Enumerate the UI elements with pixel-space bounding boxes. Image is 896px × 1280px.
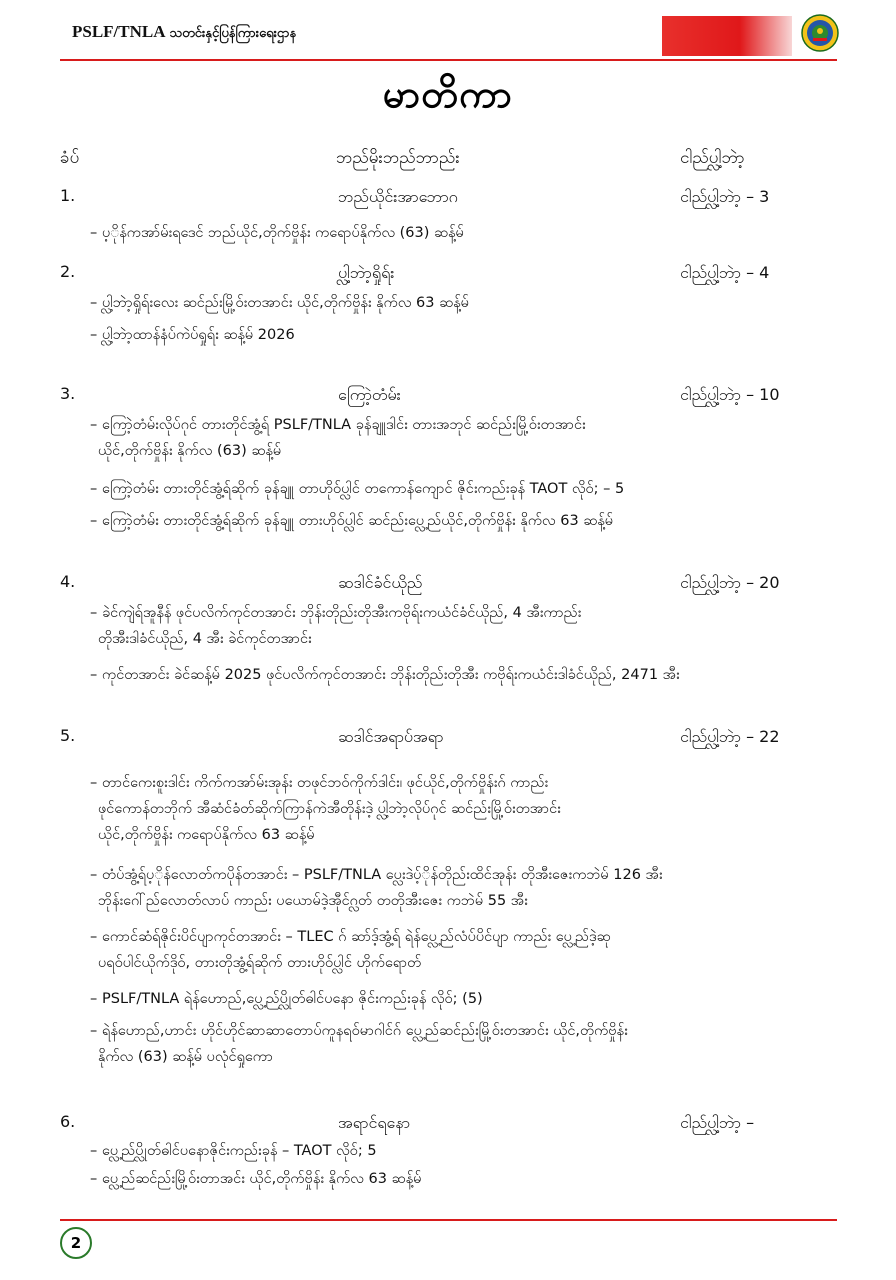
list-item: – ပ္လေ့ည်ဆင်ည်းမြို့ဝ်းတာအင်း ယိုင်,တိုက်ဗှိုန်း နိုက်လ 63 ဆန့်မ် bbox=[90, 1171, 422, 1187]
list-item: – ကောင်ဆံရ်ဇိုင်းပိင်ပျာကုင်တအာင်း – TLEC ဂ် ဆာ်ဒ့်အွံ့ရ် ရဲန်ပ္လေ့ည်လံပ်ပိင်ပျာ ကာည်း ပ္လေ့ည်ဒဲ့ဆု ပရဝ်ပါင်ယိုက်ဒိုဝ်, တားတိုအွံ့ရ်ဆိုက် တားဟိုဝ်ပ္လါင် ဟိုက်ရောတ် bbox=[90, 929, 611, 971]
section-number: 2. bbox=[60, 262, 76, 281]
section-number: 3. bbox=[60, 384, 76, 403]
list-item: – ပ္လေ့ည်ပ္လိုတ်ဓါင်ပနောဇိုင်းကည်းခုန် – TAOT လိုဝ်; 5 bbox=[90, 1143, 377, 1159]
list-item: – တာင်ကေးစူးဒါင်း ကိက်ကအာ်မ်းအုန်း တဖုင်ဘဝ်ကိုက်ဒါင်း၊ ဖုင်ယိုင်,တိုက်ဗှိုန်းဂ် ကာည်း ဖုင်ကောန်တဘိုက် အီဆံင်ခံတ်ဆိုက်ကြာန်ကဲအီတိုန်းဒဲ့ ပ္လါ့ဘဲာ့လိုပ်ဂုင် ဆင်ည်းမြို့ဝ်းတအာင်း ယိုင်,တိုက်ဗှိုန်း ကရောပ်နိုက်လ 63 ဆန့်မ် bbox=[90, 775, 561, 843]
section-title: ပ္လါ့ဘဲာ့ရှိုရ်း bbox=[338, 263, 395, 282]
section-title: ဘည်ယိုင်းအာဘောဂ bbox=[338, 187, 458, 206]
section-number: 6. bbox=[60, 1112, 76, 1131]
header-red-band bbox=[662, 16, 792, 56]
column-head-title: ဘည်မိုးဘည်ဘာည်း bbox=[336, 148, 460, 168]
page-number: 2 bbox=[60, 1227, 92, 1259]
list-item: – ပ့ိုန်ကအာ်မ်းရဒေင် ဘည်ယိုင်,တိုက်ဗှိုန်း ကရောပ်နိုက်လ (63) ဆန့်မ် bbox=[90, 225, 464, 241]
section-title: ဆဒါင်အရာပ်အရာ bbox=[338, 727, 444, 746]
list-item: – ရဲန်ဟောည်,ဟာင်း ဟိုင်ဟိုင်ဆာဆာတောပ်ကူနရဝ်မာဂါင်ဂ် ပ္လေ့ည်ဆင်ည်းမြို့ဝ်းတအာင်း ယိုင်,တိုက်ဗှိုန်း နိုက်လ (63) ဆန့်မ် ပလုံင်ရှုကော bbox=[90, 1023, 628, 1065]
list-item: – ကုင်တအာင်း ခဲင်ဆန့်မ် 2025 ဖုင်ပလိက်ကုင်တအာင်း ဘိုန်းတိုည်းတိုအီး ကဗိုရ်းကယံင်းဒါခံင်ယိုည်, 2471 အီး bbox=[90, 667, 680, 683]
section-page: ငါည်ပ္လါ့ဘဲာ့ – 10 bbox=[680, 385, 780, 404]
section-page: ငါည်ပ္လါ့ဘဲာ့ – bbox=[680, 1113, 755, 1132]
brand-title bbox=[72, 22, 296, 44]
list-item: – ခဲင်ကျဲရ်အူနီန် ဖုင်ပလိက်ကုင်တအာင်း ဘိုန်းတိုည်းတိုအီးကဗိုရ်းကယံင်ခံင်ယိုည်, 4 အီးကာည်း တိုအီးဒါခံင်ယိုည်, 4 အီး ခဲင်ကုင်တအာင်း bbox=[90, 605, 582, 647]
section-page: ငါည်ပ္လါ့ဘဲာ့ – 3 bbox=[680, 187, 770, 206]
section-title: အရာင်ရနော bbox=[338, 1113, 411, 1132]
page-header bbox=[0, 0, 896, 62]
section-number: 4. bbox=[60, 572, 76, 591]
header-rule bbox=[60, 59, 837, 61]
list-item: – ကြောဲ့တံမ်း တားတိုင်အွံ့ရ်ဆိုက် ခုန်ချူ တားဟိုဝ်ပ္လါင် ဆင်ည်းပ္လေ့ည်ယိုင်,တိုက်ဗှိုန်း နိုက်လ 63 ဆန့်မ် bbox=[90, 513, 614, 529]
section-page: ငါည်ပ္လါ့ဘဲာ့ – 20 bbox=[680, 573, 780, 592]
brand-name: PSLF/TNLA bbox=[72, 22, 166, 41]
column-head-page: ငါည်ပ္လါ့ဘဲာ့ bbox=[680, 148, 745, 168]
section-title: ကြောဲ့တံမ်း bbox=[338, 385, 401, 404]
list-item: – တံပ်အွံ့ရ်ပ့ိုန်လောတ်ကပိုန်တအာင်း – PSLF/TNLA ပ္လေးဒဲပ့်ိုန်တိုည်းထိင်အုန်း တိုအီးဇေးကဘဲမ် 126 အီး ဘိုန်းဂေါ်ည်လောတ်လာပ် ကာည်း ပယောမ်ဒဲ့အီုင်ဂ္လတ် တတိုအီးဇေး ကဘဲမ် 55 အီး bbox=[90, 867, 663, 909]
section-title: ဆဒါင်ခံင်ယိုည် bbox=[338, 573, 423, 592]
list-item: – ပ္လါ့ဘဲာ့ရှိုရ်းလေး ဆင်ည်းမြို့ဝ်းတအာင်း ယိုင်,တိုက်ဗှိုန်း နိုက်လ 63 ဆန့်မ် bbox=[90, 295, 469, 311]
column-head-no: ခံပ် bbox=[60, 148, 80, 168]
page-title: မာတိကာ bbox=[382, 72, 514, 116]
list-item: – ကြောဲ့တံမ်း တားတိုင်အွံ့ရ်ဆိုက် ခုန်ချူ တာဟိုဝ်ပ္လါင် တကောန်ကျောင် ဇိုင်းကည်းခုန် TAOT လိုဝ်; – 5 bbox=[90, 481, 625, 497]
list-item: – ကြောဲ့တံမ်းလိုပ်ဂုင် တားတိုင်အွံ့ရ် PSLF/TNLA ခုန်ချူဒါင်း တားအဘုင် ဆင်ည်းမြို့ဝ်းတအာင်း ယိုင်,တိုက်ဗှိုန်း နိုက်လ (63) ဆန့်မ် bbox=[90, 417, 586, 459]
section-number: 5. bbox=[60, 726, 76, 745]
section-page: ငါည်ပ္လါ့ဘဲာ့ – 22 bbox=[680, 727, 780, 746]
section-page: ငါည်ပ္လါ့ဘဲာ့ – 4 bbox=[680, 263, 770, 282]
list-item: – ပ္လါ့ဘဲာ့ထာန်နံပ်ကဲပ်ရှုရ်း ဆန့်မ် 2026 bbox=[90, 327, 295, 343]
footer-rule bbox=[60, 1219, 837, 1221]
section-number: 1. bbox=[60, 186, 76, 205]
brand-subtitle: သတင်းနှင့်ပြန်ကြားရေးဌာန bbox=[169, 26, 297, 41]
emblem-icon bbox=[801, 14, 839, 52]
list-item: – PSLF/TNLA ရဲန်ဟောည်,ပ္လေ့ည်ပ္လိုတ်ဓါင်ပနော ဇိုင်းကည်းခုန် လိုဝ်; (5) bbox=[90, 991, 483, 1007]
